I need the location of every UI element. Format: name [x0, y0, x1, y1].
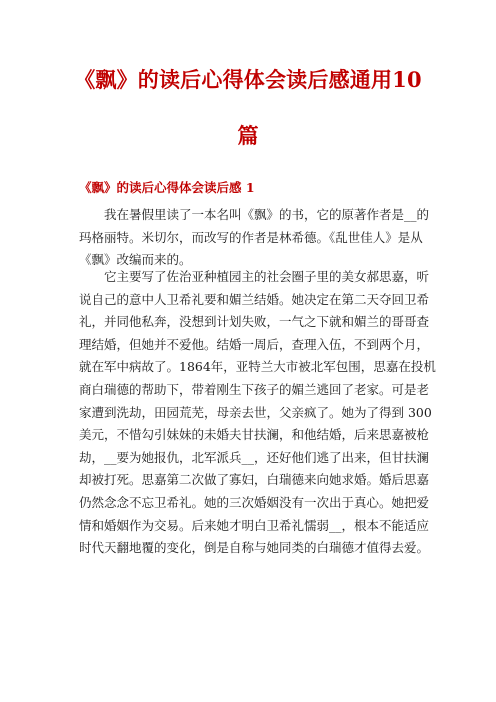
paragraph-line: 美元，不惜勾引妹妹的未婚夫甘扶澜，和他结婚，后来思嘉被枪	[79, 427, 430, 443]
paragraph-line: 家遭到洗劫，田园荒芜，母亲去世，父亲疯了。她为了得到 300	[79, 404, 432, 420]
section-heading: 《飘》的读后心得体会读后感 1	[79, 180, 255, 195]
paragraph-line: 就在军中病故了。1864年，亚特兰大市被北军包围，思嘉在投机	[79, 359, 436, 375]
paragraph-line: 礼，并同他私奔，没想到计划失败，一气之下就和媚兰的哥哥查	[79, 314, 430, 330]
paragraph-line: 商白瑞德的帮助下，带着刚生下孩子的媚兰逃回了老家。可是老	[79, 381, 430, 397]
document-title-line-1: 《飘》的读后心得体会读后感通用10	[74, 67, 422, 92]
paragraph-line: 它主要写了佐治亚种植园主的社会圈子里的美女郝思嘉，听	[104, 269, 430, 284]
paragraph-line: 《飘》改编而来的。	[79, 252, 192, 268]
paragraph-line: 玛格丽特。米切尔，而改写的作者是林希德。《乱世佳人》是从	[79, 229, 423, 245]
paragraph-line: 时代天翻地覆的变化，倒是自称与她同类的白瑞德才值得去爱。	[79, 540, 430, 556]
paragraph-line: 却被打死。思嘉第二次做了寡妇，白瑞德来向她求婚。婚后思嘉	[79, 472, 430, 488]
paragraph-line: 说自己的意中人卫希礼要和媚兰结婚。她决定在第二天夺回卫希	[79, 291, 430, 307]
paragraph-line: 劫，__要为她报仇，北军派兵__，还好他们逃了出来，但甘扶澜	[79, 449, 430, 465]
paragraph-line: 我在暑假里读了一本名叫《飘》的书，它的原著作者是__的	[104, 207, 430, 222]
document-title-line-2: 篇	[237, 123, 259, 148]
paragraph-line: 情和婚姻作为交易。后来她才明白卫希礼懦弱__，根本不能适应	[79, 517, 430, 533]
paragraph-line: 仍然念念不忘卫希礼。她的三次婚姻没有一次出于真心。她把爱	[79, 494, 430, 510]
paragraph-2	[79, 266, 436, 560]
paragraph-line: 理结婚，但她并不爱他。结婚一周后，查理入伍，不到两个月，	[79, 336, 430, 352]
paragraph-1	[79, 204, 430, 272]
